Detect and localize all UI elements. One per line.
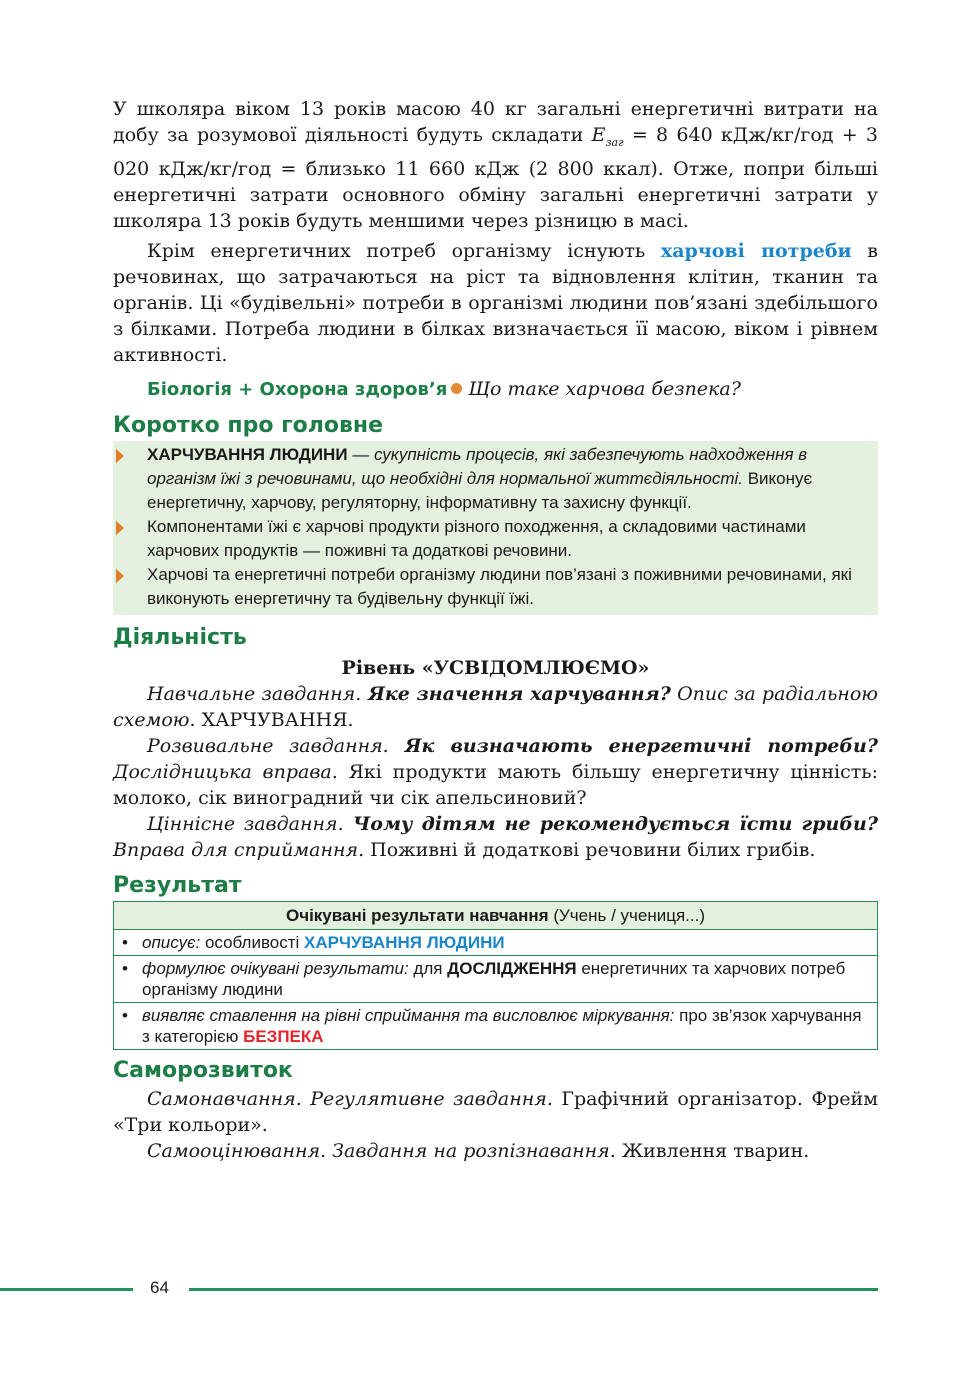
activity-task: Розвивальне завдання. Як визначають енергетичні потреби? Дослідницька вправа. Які продукти мають більшу енергетичну цінність: молоко, сік виноградний чи сік апельсиновий? xyxy=(113,734,878,809)
table-cell: • описує: особливості ХАРЧУВАННЯ ЛЮДИНИ xyxy=(114,929,878,955)
formula-text: = 8 640 кДж/кг/год + 3 020 кДж/кг/год = близько 11 660 кДж (2 800 ккал). Отже, попри більші енергетичні затрати основного обміну загальні енергетичні затрати у школяра 13 років будуть меншими через різницю в масі. xyxy=(113,124,878,232)
table-row xyxy=(114,929,878,955)
page-number: 64 xyxy=(150,1278,169,1297)
summary-item: ХАРЧУВАННЯ ЛЮДИНИ — сукупність процесів, які забезпечують надходження в організм їжі з речовинами, що необхідні для нормальної життєдіяльності. Виконує енергетичну, харчову, регуляторну, інформативну та захисну функції. xyxy=(113,443,868,515)
table-header-cell: Очікувані результати навчання (Учень / учениця...) xyxy=(114,901,878,929)
table-cell: • формулює очікувані результати: для ДОСЛІДЖЕННЯ енергетичних та харчових потреб організму людини xyxy=(114,955,878,1002)
table-row xyxy=(114,955,878,1002)
intro-paragraph-1 xyxy=(113,96,878,234)
table-row xyxy=(114,1002,878,1049)
activity-task: Навчальне завдання. Яке значення харчування? Опис за радіальною схемою. ХАРЧУВАННЯ. xyxy=(113,682,878,731)
selfdev-line: Самонавчання. Регулятивне завдання. Графічний організатор. Фрейм «Три кольори». xyxy=(113,1087,878,1136)
selfdev-line: Самооцінювання. Завдання на розпізнавання. Живлення тварин. xyxy=(147,1139,810,1162)
summary-item: Компонентами їжі є харчові продукти різного походження, а складовими частинами харчових продуктів — поживні та додаткові речовини. xyxy=(113,515,868,563)
footer-rule-right xyxy=(189,1288,878,1291)
results-table xyxy=(113,901,878,1050)
cross-subject-question: Що таке харчова безпека? xyxy=(468,377,741,400)
activity-task: Ціннісне завдання. Чому дітям не рекомендується їсти гриби? Вправа для сприймання. Поживні й додаткові речовини білих грибів. xyxy=(113,812,878,861)
triangle-bullet-icon xyxy=(116,449,124,463)
formula-symbol: $E_{заг}$ xyxy=(591,124,624,149)
intro-paragraph-2: Крім енергетичних потреб організму існують харчові потреби в речовинах, що затрачаються на ріст та відновлення клітин, тканин та органів. Ці «будівельні» потреби в організмі людини пов’язані здебільшого з білками. Потреба людини в білках визначається її масою, віком і рівнем активності. xyxy=(113,239,878,366)
cross-subject-label: Біологія + Охорона здоров’я xyxy=(147,378,448,400)
table-cell: • виявляє ставлення на рівні сприймання та висловлює міркування: про зв’язок харчування з категорією БЕЗПЕКА xyxy=(114,1002,878,1049)
flower-bullet-icon xyxy=(451,383,462,394)
summary-box xyxy=(113,441,878,615)
summary-item: Харчові та енергетичні потреби організму людини пов’язані з поживними речовинами, які виконують енергетичну та будівельну функції їжі. xyxy=(113,563,868,611)
footer-rule-left xyxy=(0,1288,133,1291)
triangle-bullet-icon xyxy=(116,569,124,583)
intro-text: У школяра віком 13 років масою 40 кг загальні енергетичні витрати на добу за розумової діяльності будуть складати xyxy=(113,98,878,146)
table-header-row xyxy=(114,901,878,929)
cross-subject-link xyxy=(147,376,878,403)
page-content xyxy=(113,96,878,1164)
highlight-term: харчові потреби xyxy=(660,239,852,262)
triangle-bullet-icon xyxy=(116,521,124,535)
activity-level: Рівень «УСВІДОМЛЮЄМО» xyxy=(341,656,650,679)
section-heading-activity: Діяльність xyxy=(113,624,247,650)
section-heading-selfdev: Саморозвиток xyxy=(113,1057,293,1083)
section-heading-summary: Коротко про головне xyxy=(113,412,384,438)
section-heading-results: Результат xyxy=(113,872,242,898)
